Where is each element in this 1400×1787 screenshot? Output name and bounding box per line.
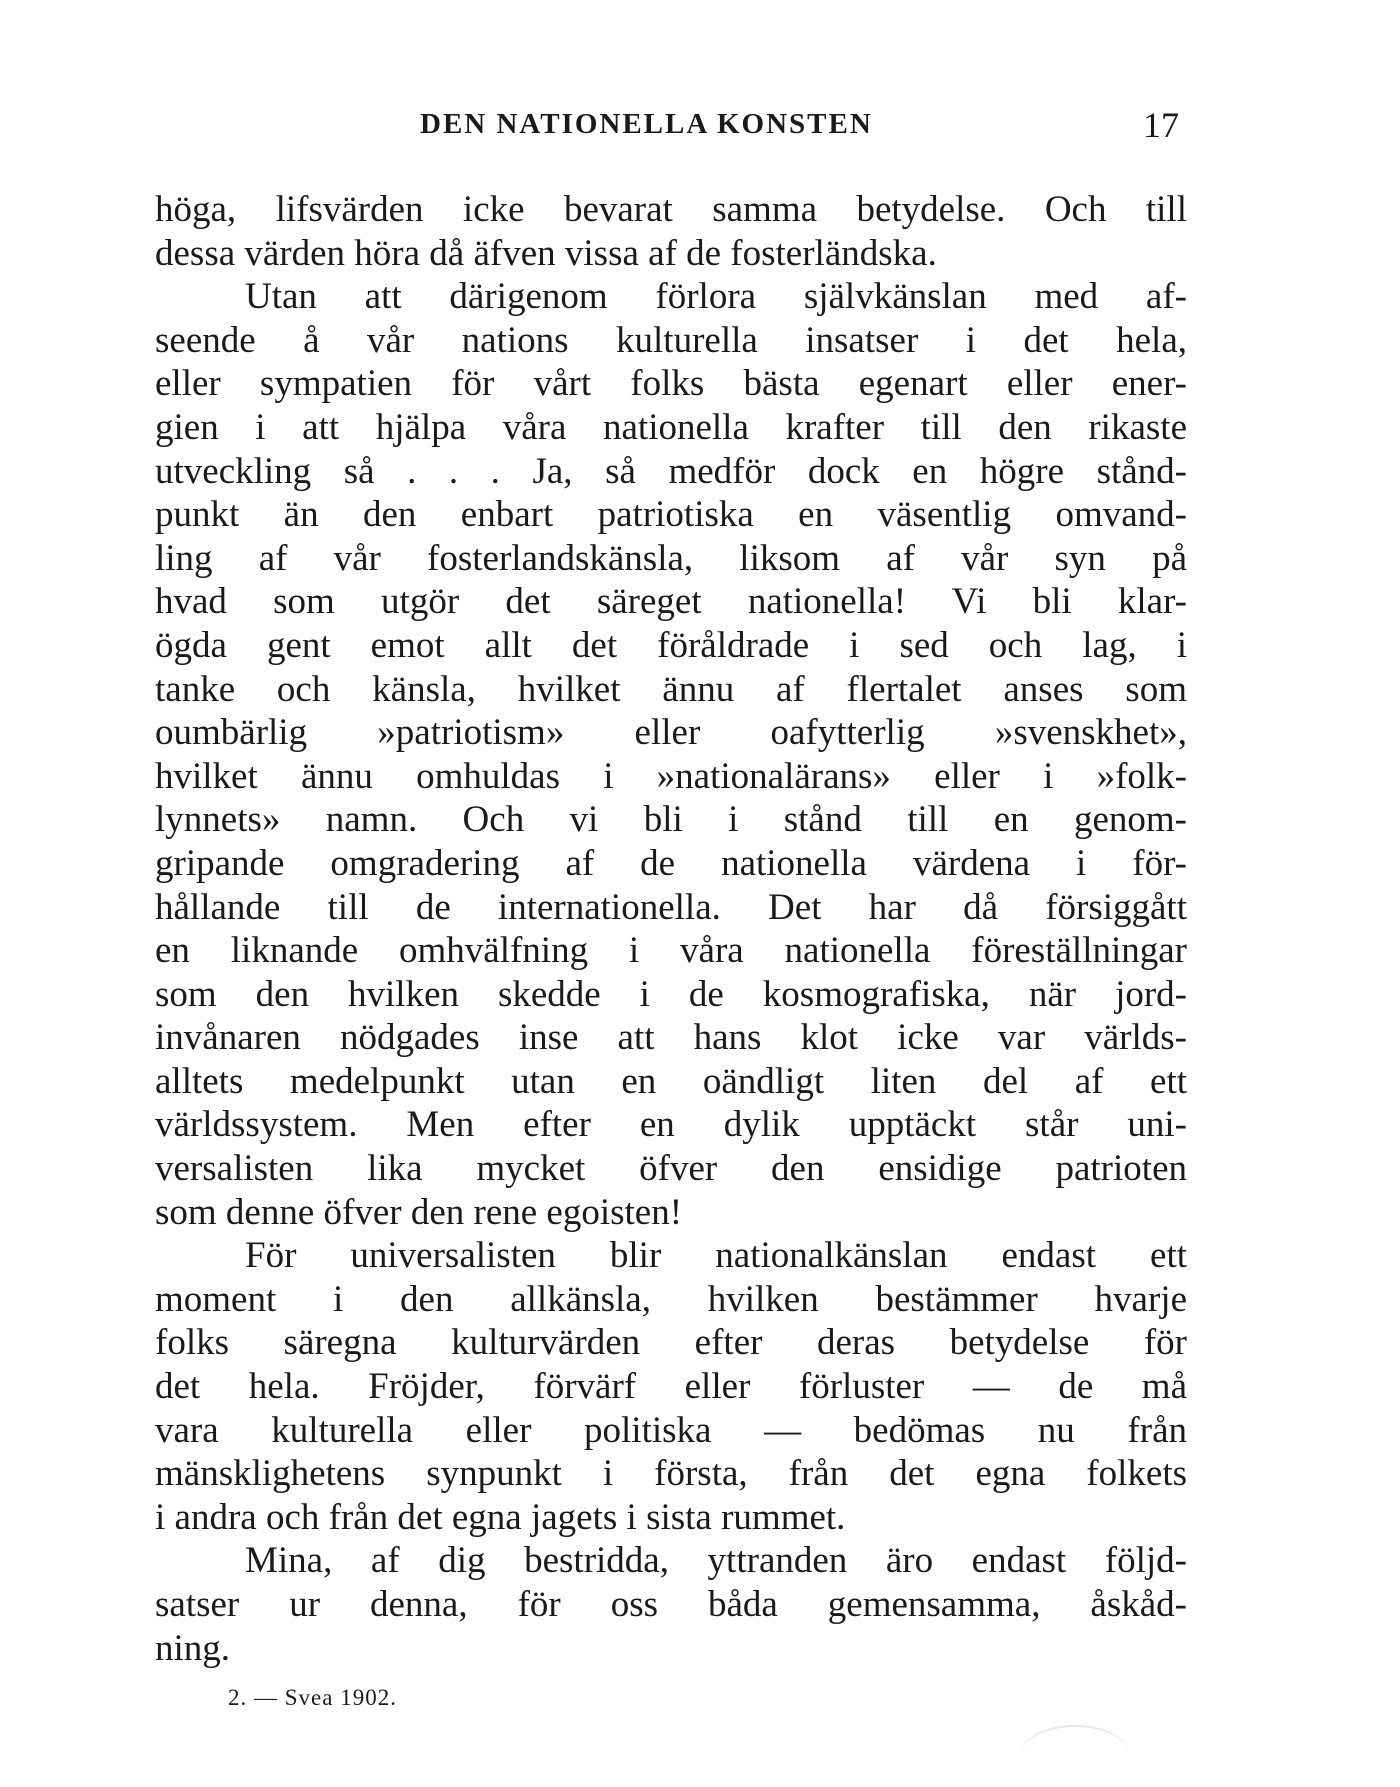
text-line: ögda gent emot allt det föråldrade i sed och lag, i	[155, 624, 1187, 666]
text-line: höga, lifsvärden icke bevarat samma betydelse. Och till	[155, 189, 1187, 230]
running-title: DEN NATIONELLA KONSTEN	[420, 108, 873, 140]
text-line: tanke och känsla, hvilket ännu af flertalet anses som	[155, 668, 1187, 710]
text-line: som denne öfver den rene egoisten!	[155, 1191, 683, 1233]
text-line: gien i att hjälpa våra nationella krafter till den rikaste	[155, 406, 1187, 448]
body-text	[155, 188, 1187, 1670]
text-line: versalisten lika mycket öfver den ensidige patrioten	[155, 1148, 1187, 1190]
text-line: Mina, af dig bestridda, yttranden äro endast följd-	[245, 1540, 1187, 1582]
text-line: moment i den allkänsla, hvilken bestämmer hvarje	[155, 1278, 1187, 1320]
text-line: satser ur denna, för oss båda gemensamma, åskåd-	[155, 1584, 1187, 1625]
text-line: hvilket ännu omhuldas i »nationalärans» eller i »folk-	[155, 755, 1187, 797]
text-line: i andra och från det egna jagets i sista rummet.	[155, 1496, 846, 1538]
text-line: hållande till de internationella. Det har då försiggått	[155, 886, 1187, 928]
text-line: gripande omgradering af de nationella värdena i för-	[155, 842, 1187, 884]
text-line: seende å vår nations kulturella insatser i det hela,	[155, 319, 1187, 361]
text-line: som den hvilken skedde i de kosmografiska, när jord-	[155, 973, 1187, 1015]
text-line: det hela. Fröjder, förvärf eller förluster — de må	[155, 1366, 1187, 1408]
text-line: hvad som utgör det säreget nationella! Vi bli klar-	[155, 581, 1187, 623]
text-line: folks säregna kulturvärden efter deras betydelse för	[155, 1322, 1187, 1364]
page-number: 17	[1143, 105, 1179, 145]
text-line: För universalisten blir nationalkänslan endast ett	[245, 1235, 1187, 1277]
text-line: punkt än den enbart patriotiska en väsentlig omvand-	[155, 494, 1187, 536]
text-line: alltets medelpunkt utan en oändligt liten del af ett	[155, 1060, 1187, 1102]
text-line: en liknande omhvälfning i våra nationella föreställningar	[155, 930, 1187, 972]
text-line: vara kulturella eller politiska — bedömas nu från	[155, 1409, 1187, 1451]
text-line: ling af vår fosterlandskänsla, liksom af vår syn på	[155, 537, 1187, 579]
text-line: mänsklighetens synpunkt i första, från det egna folkets	[155, 1453, 1187, 1495]
bleed-through-mark	[1020, 1725, 1130, 1787]
text-line: lynnets» namn. Och vi bli i stånd till en genom-	[155, 799, 1187, 841]
text-line: oumbärlig »patriotism» eller oafytterlig »svenskhet»,	[155, 712, 1187, 754]
text-line: Utan att därigenom förlora självkänslan med af-	[245, 276, 1187, 318]
text-line: dessa värden höra då äfven vissa af de fosterländska.	[155, 232, 937, 274]
text-line: ning.	[155, 1627, 231, 1669]
text-line: utveckling så . . . Ja, så medför dock en högre stånd-	[155, 450, 1187, 492]
text-line: eller sympatien för vårt folks bästa egenart eller ener-	[155, 363, 1187, 405]
text-line: invånaren nödgades inse att hans klot icke var världs-	[155, 1017, 1187, 1059]
printer-signature: 2. — Svea 1902.	[228, 1685, 397, 1710]
text-line: världssystem. Men efter en dylik upptäckt står uni-	[155, 1104, 1187, 1146]
